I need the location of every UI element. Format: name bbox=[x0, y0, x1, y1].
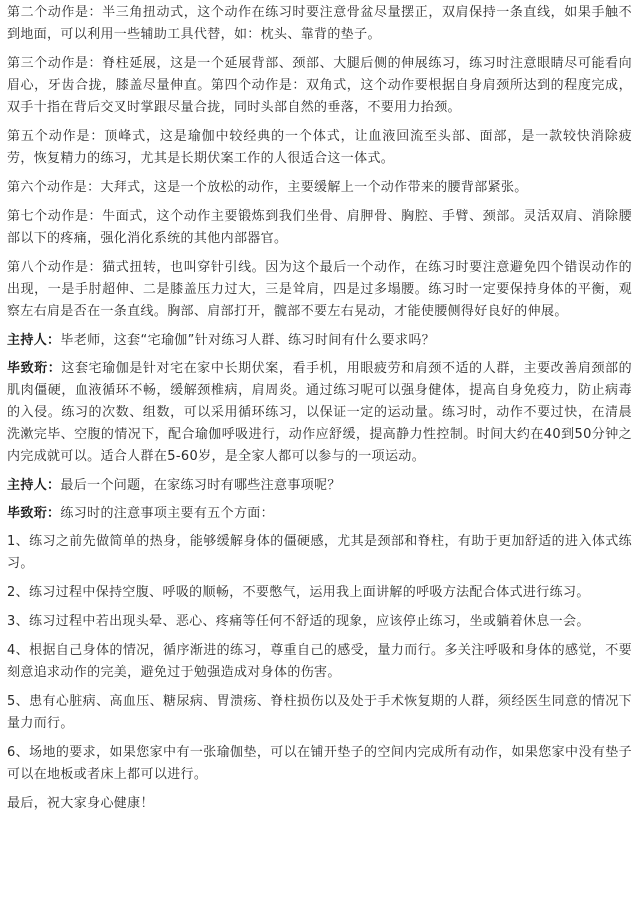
speaker-label: 毕致珩： bbox=[7, 506, 61, 521]
paragraph-text: 第八个动作是：猫式扭转，也叫穿针引线。因为这个最后一个动作，在练习时要注意避免四个错误动作的出现，一是手肘超伸、二是膝盖压力过大，三是耸肩，四是过多塌腰。练习时一定要保持身体的平衡，观察左右肩是否在一条直线。胸部、肩部打开，髋部不要左右晃动，才能使腰侧得好良好的伸展。 bbox=[7, 260, 632, 319]
paragraph-text: 练习时的注意事项主要有五个方面： bbox=[60, 506, 275, 521]
paragraph-text: 3、练习过程中若出现头晕、恶心、疼痛等任何不舒适的现象，应该停止练习，坐或躺着休息一会。 bbox=[7, 614, 590, 629]
paragraph-action-2 bbox=[7, 2, 632, 46]
paragraph-text: 第七个动作是：牛面式，这个动作主要锻炼到我们坐骨、肩胛骨、胸腔、手臂、颈部。灵活双肩、消除腰部以下的疼痛，强化消化系统的其他内部器官。 bbox=[7, 209, 632, 246]
list-item-4 bbox=[7, 640, 632, 684]
list-item-1 bbox=[7, 531, 632, 575]
paragraph-text: 最后一个问题，在家练习时有哪些注意事项呢？ bbox=[60, 478, 341, 493]
list-item-6 bbox=[7, 742, 632, 786]
paragraph-text: 第二个动作是：半三角扭动式，这个动作在练习时要注意骨盆尽量摆正，双肩保持一条直线，如果手触不到地面，可以利用一些辅助工具代替，如：枕头、靠背的垫子。 bbox=[7, 5, 632, 42]
paragraph-text: 第五个动作是：顶峰式，这是瑜伽中较经典的一个体式，让血液回流至头部、面部，是一款较快消除疲劳，恢复精力的练习，尤其是长期伏案工作的人很适合这一体式。 bbox=[7, 129, 632, 166]
paragraph-text: 5、患有心脏病、高血压、糖尿病、胃溃疡、脊柱损伤以及处于手术恢复期的人群，须经医生同意的情况下量力而行。 bbox=[7, 694, 632, 731]
paragraph-host-question-1 bbox=[7, 330, 632, 352]
speaker-label: 主持人： bbox=[7, 333, 61, 348]
paragraph-action-5 bbox=[7, 126, 632, 170]
paragraph-answer-1 bbox=[7, 358, 632, 468]
speaker-label: 主持人： bbox=[7, 478, 61, 493]
paragraph-text: 第六个动作是：大拜式，这是一个放松的动作，主要缓解上一个动作带来的腰背部紧张。 bbox=[7, 180, 528, 195]
paragraph-action-6 bbox=[7, 177, 632, 199]
paragraph-action-3-4 bbox=[7, 53, 632, 119]
speaker-label: 毕致珩： bbox=[7, 361, 62, 376]
paragraph-action-7 bbox=[7, 206, 632, 250]
paragraph-text: 毕老师，这套“宅瑜伽”针对练习人群、练习时间有什么要求吗？ bbox=[60, 333, 436, 348]
paragraph-action-8 bbox=[7, 257, 632, 323]
paragraph-text: 1、练习之前先做简单的热身，能够缓解身体的僵硬感，尤其是颈部和脊柱，有助于更加舒适的进入体式练习。 bbox=[7, 534, 632, 571]
paragraph-text: 这套宅瑜伽是针对宅在家中长期伏案，看手机，用眼疲劳和肩颈不适的人群，主要改善肩颈部的肌肉僵硬，血液循环不畅，缓解颈椎病，肩周炎。通过练习呢可以强身健体，提高自身免疫力，防止病毒的入侵。练习的次数、组数，可以采用循环练习，以保证一定的运动量。练习时，动作不要过快，在清晨洗漱完毕、空腹的情况下，配合瑜伽呼吸进行，动作应舒缓，提高静力性控制。时间大约在40到50分钟之内完成就可以。适合人群在5-60岁，是全家人都可以参与的一项运动。 bbox=[7, 361, 632, 464]
paragraph-host-question-2 bbox=[7, 475, 632, 497]
paragraph-text: 6、场地的要求，如果您家中有一张瑜伽垫，可以在铺开垫子的空间内完成所有动作，如果您家中没有垫子可以在地板或者床上都可以进行。 bbox=[7, 745, 632, 782]
paragraph-text: 4、根据自己身体的情况，循序渐进的练习，尊重自己的感受，量力而行。多关注呼吸和身体的感觉，不要刻意追求动作的完美，避免过于勉强造成对身体的伤害。 bbox=[7, 643, 632, 680]
paragraph-text: 最后，祝大家身心健康！ bbox=[7, 796, 154, 811]
list-item-2 bbox=[7, 582, 632, 604]
list-item-5 bbox=[7, 691, 632, 735]
paragraph-text: 2、练习过程中保持空腹、呼吸的顺畅，不要憋气，运用我上面讲解的呼吸方法配合体式进行练习。 bbox=[7, 585, 590, 600]
closing-line bbox=[7, 793, 632, 815]
paragraph-answer-2 bbox=[7, 503, 632, 525]
paragraph-text: 第三个动作是：脊柱延展，这是一个延展背部、颈部、大腿后侧的伸展练习，练习时注意眼睛尽可能看向眉心，牙齿合拢，膝盖尽量伸直。第四个动作是：双角式，这个动作要根据自身肩颈所达到的程度完成，双手十指在背后交叉时掌跟尽量合拢，同时头部自然的垂落，不要用力抬颈。 bbox=[7, 56, 632, 115]
list-item-3 bbox=[7, 611, 632, 633]
